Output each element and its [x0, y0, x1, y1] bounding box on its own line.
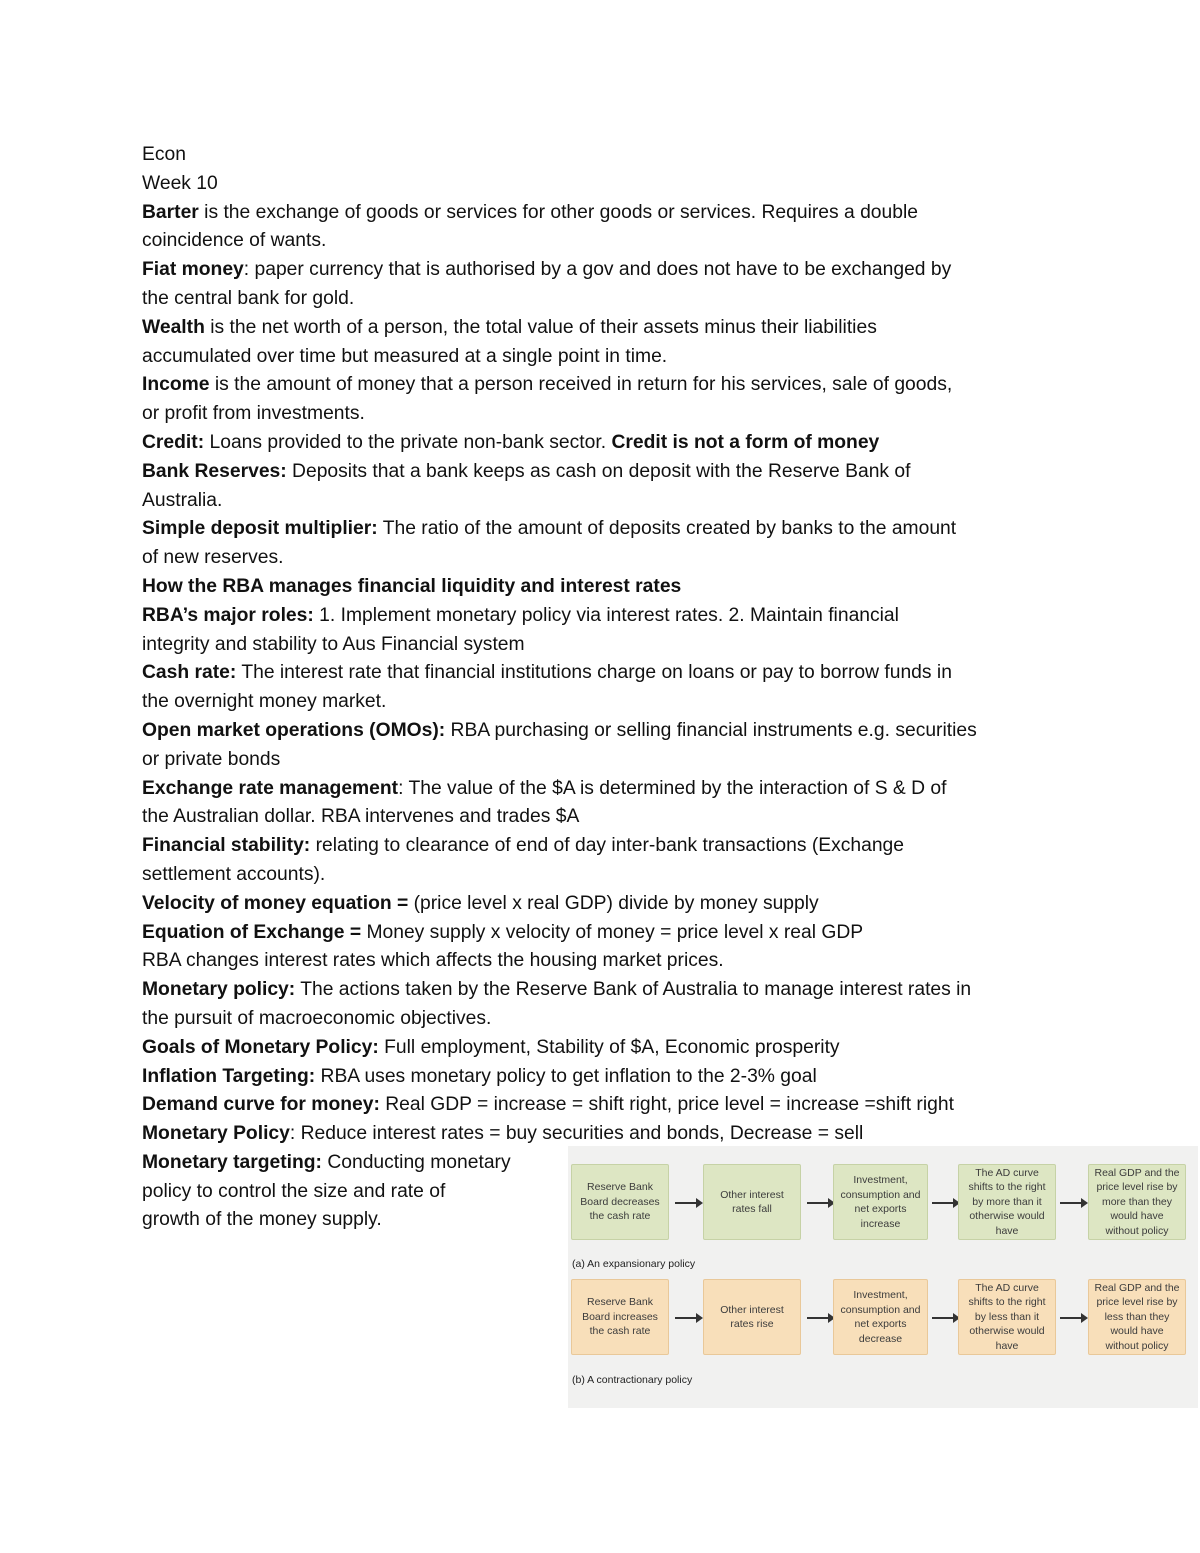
note-line [142, 1034, 1072, 1063]
contractionary-box-1: Reserve Bank Board increases the cash rate [571, 1279, 669, 1355]
note-line [142, 688, 1072, 717]
term-label: Credit: [142, 431, 205, 453]
emphasis-text: Credit is not a form of money [611, 431, 880, 453]
expansionary-box-2: Other interest rates fall [703, 1164, 801, 1240]
definition-text: (price level x real GDP) divide by money supply [408, 892, 819, 914]
definition-text: Money supply x velocity of money = price level x real GDP [361, 921, 864, 943]
note-line [142, 861, 1072, 890]
contractionary-box-2: Other interest rates rise [703, 1279, 801, 1355]
note-line [142, 371, 1072, 400]
arrow-right-icon [1060, 1317, 1082, 1319]
term-label: How the RBA manages financial liquidity and interest rates [142, 575, 682, 597]
contractionary-box-5: Real GDP and the price level rise by less than they would have without policy [1088, 1279, 1186, 1355]
definition-text: the Australian dollar. RBA intervenes and trades $A [142, 806, 580, 828]
note-line [142, 976, 1072, 1005]
note-line [142, 227, 1072, 256]
definition-text: accumulated over time but measured at a single point in time. [142, 345, 668, 367]
term-label: Monetary targeting: [142, 1151, 322, 1173]
note-line [142, 947, 1072, 976]
definition-text: or private bonds [142, 748, 281, 770]
definition-text: RBA purchasing or selling financial instruments e.g. securities [445, 719, 977, 741]
monetary-policy-figure [568, 1146, 1198, 1408]
expansionary-box-3: Investment, consumption and net exports increase [833, 1164, 928, 1240]
term-label: Inflation Targeting: [142, 1065, 316, 1087]
definition-text: RBA uses monetary policy to get inflation to the 2-3% goal [315, 1065, 817, 1087]
note-line [142, 256, 1072, 285]
note-line [142, 919, 1072, 948]
term-label: Financial stability: [142, 835, 311, 857]
arrow-right-icon [675, 1202, 697, 1204]
term-label: Open market operations (OMOs): [142, 719, 446, 741]
expansionary-row [568, 1164, 1198, 1240]
definition-text: 1. Implement monetary policy via interest rates. 2. Maintain financial [313, 604, 899, 626]
arrow-right-icon [932, 1202, 954, 1204]
term-label: Cash rate: [142, 662, 237, 684]
note-line [142, 573, 1072, 602]
notes-text [142, 141, 1072, 1235]
term-label: Equation of Exchange = [142, 921, 362, 943]
definition-text: The ratio of the amount of deposits created by banks to the amount [377, 518, 957, 540]
definition-text: integrity and stability to Aus Financial system [142, 633, 525, 655]
term-label: Goals of Monetary Policy: [142, 1036, 379, 1058]
term-label: Exchange rate management [142, 777, 399, 799]
definition-text: the central bank for gold. [142, 287, 355, 309]
definition-text: growth of the money supply. [142, 1209, 382, 1231]
note-line [142, 487, 1072, 516]
note-line [142, 544, 1072, 573]
note-line [142, 890, 1072, 919]
note-line [142, 1005, 1072, 1034]
definition-text: Real GDP = increase = shift right, price level = increase =shift right [379, 1094, 954, 1116]
note-line [142, 1120, 1072, 1149]
definition-text: is the exchange of goods or services for other goods or services. Requires a double [198, 201, 918, 223]
expansionary-box-5: Real GDP and the price level rise by more than they would have without policy [1088, 1164, 1186, 1240]
term-label: Demand curve for money: [142, 1094, 380, 1116]
note-line [142, 602, 1072, 631]
term-label: Monetary policy: [142, 979, 296, 1001]
definition-text: of new reserves. [142, 547, 284, 569]
expansionary-box-4: The AD curve shifts to the right by more than it otherwise would have [958, 1164, 1056, 1240]
doc-week: Week 10 [142, 172, 218, 194]
contractionary-caption: (b) A contractionary policy [572, 1374, 693, 1386]
definition-text: : The value of the $A is determined by the interaction of S & D of [398, 777, 947, 799]
note-line [142, 1063, 1072, 1092]
term-label: Simple deposit multiplier: [142, 518, 378, 540]
term-label: RBA’s major roles: [142, 604, 314, 626]
note-line [142, 1091, 1072, 1120]
definition-text: settlement accounts). [142, 863, 326, 885]
expansionary-caption: (a) An expansionary policy [572, 1258, 696, 1270]
contractionary-row [568, 1279, 1198, 1355]
note-line [142, 199, 1072, 228]
note-line [142, 775, 1072, 804]
term-label: Income [142, 374, 210, 396]
note-line [142, 285, 1072, 314]
term-label: Monetary Policy [142, 1123, 290, 1145]
definition-text: the pursuit of macroeconomic objectives. [142, 1007, 492, 1029]
definition-text: the overnight money market. [142, 691, 387, 713]
definition-text: or profit from investments. [142, 403, 365, 425]
definition-text: The interest rate that financial institutions charge on loans or pay to borrow funds in [236, 662, 952, 684]
note-line [142, 717, 1072, 746]
definition-text: Australia. [142, 489, 223, 511]
definition-text: policy to control the size and rate of [142, 1180, 446, 1202]
notes-lines [142, 199, 1072, 1236]
arrow-right-icon [807, 1202, 829, 1204]
term-label: Barter [142, 201, 199, 223]
term-label: Bank Reserves: [142, 460, 287, 482]
note-line [142, 429, 1072, 458]
expansionary-box-1: Reserve Bank Board decreases the cash rate [571, 1164, 669, 1240]
definition-text: Loans provided to the private non-bank sector. [204, 431, 612, 453]
definition-text: Full employment, Stability of $A, Economic prosperity [378, 1036, 840, 1058]
definition-text: is the net worth of a person, the total value of their assets minus their liabilities [204, 316, 877, 338]
note-line [142, 659, 1072, 688]
definition-text: : paper currency that is authorised by a gov and does not have to be exchanged by [243, 259, 952, 281]
contractionary-box-4: The AD curve shifts to the right by less than it otherwise would have [958, 1279, 1056, 1355]
contractionary-box-3: Investment, consumption and net exports decrease [833, 1279, 928, 1355]
definition-text: RBA changes interest rates which affects the housing market prices. [142, 950, 724, 972]
definition-text: is the amount of money that a person received in return for his services, sale of goods, [209, 374, 953, 396]
note-line [142, 803, 1072, 832]
note-line [142, 314, 1072, 343]
definition-text: : Reduce interest rates = buy securities and bonds, Decrease = sell [289, 1123, 864, 1145]
arrow-right-icon [807, 1317, 829, 1319]
definition-text: Deposits that a bank keeps as cash on deposit with the Reserve Bank of [286, 460, 911, 482]
note-line [142, 343, 1072, 372]
arrow-right-icon [675, 1317, 697, 1319]
note-line [142, 631, 1072, 660]
definition-text: coincidence of wants. [142, 230, 327, 252]
definition-text: The actions taken by the Reserve Bank of Australia to manage interest rates in [295, 979, 972, 1001]
definition-text: Conducting monetary [321, 1151, 511, 1173]
term-label: Velocity of money equation = [142, 892, 409, 914]
note-line [142, 458, 1072, 487]
term-label: Fiat money [142, 259, 244, 281]
doc-title: Econ [142, 144, 186, 165]
note-line [142, 746, 1072, 775]
arrow-right-icon [1060, 1202, 1082, 1204]
term-label: Wealth [142, 316, 205, 338]
note-line [142, 515, 1072, 544]
definition-text: relating to clearance of end of day inter-bank transactions (Exchange [310, 835, 905, 857]
note-line [142, 832, 1072, 861]
note-line [142, 400, 1072, 429]
arrow-right-icon [932, 1317, 954, 1319]
